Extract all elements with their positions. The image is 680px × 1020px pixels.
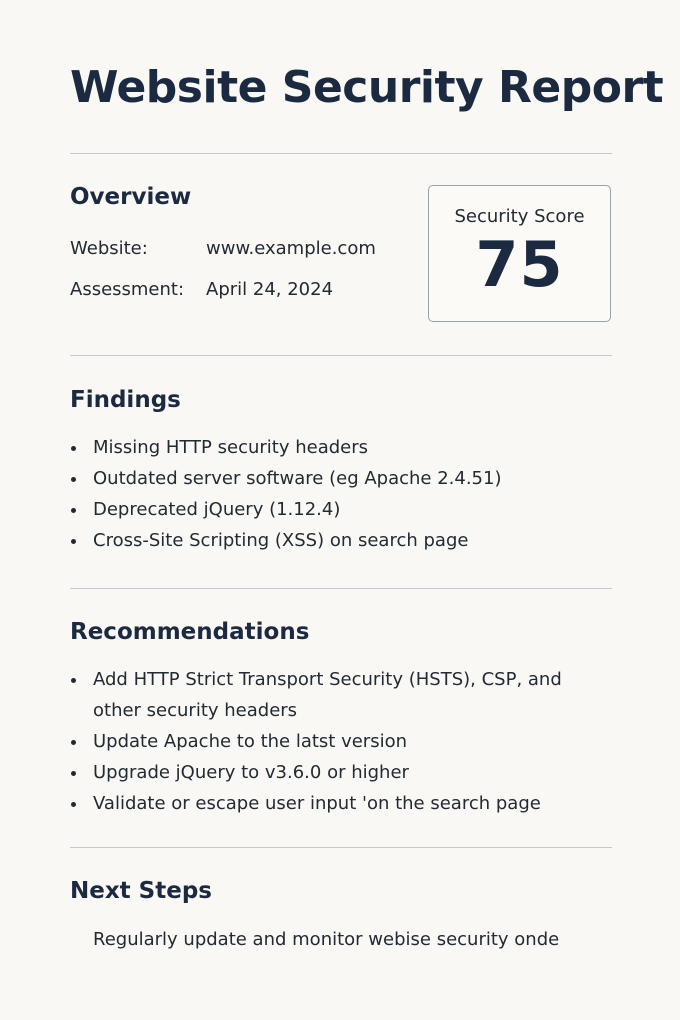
recommendations-list bbox=[70, 664, 600, 819]
assessment-value: April 24, 2024 bbox=[206, 279, 334, 300]
section-divider bbox=[70, 847, 612, 848]
recommendation-item: Validate or escape user input 'on the search page bbox=[70, 788, 600, 819]
website-value: www.example.com bbox=[206, 238, 376, 259]
recommendations-heading: Recommendations bbox=[70, 619, 310, 645]
finding-item: Deprecated jQuery (1.12.4) bbox=[70, 494, 600, 525]
next-steps-text: Regularly update and monitor webise security onde bbox=[93, 929, 560, 950]
security-score-value: 75 bbox=[475, 228, 564, 301]
page-title: Website Security Report bbox=[70, 62, 664, 113]
website-label: Website: bbox=[70, 238, 148, 259]
assessment-row bbox=[70, 279, 333, 301]
assessment-label: Assessment: bbox=[70, 279, 185, 300]
finding-item: Missing HTTP security headers bbox=[70, 432, 600, 463]
recommendation-item: Add HTTP Strict Transport Security (HSTS), CSP, and other security headers bbox=[70, 664, 600, 726]
findings-heading: Findings bbox=[70, 387, 181, 413]
recommendation-item: Upgrade jQuery to v3.6.0 or higher bbox=[70, 757, 600, 788]
overview-heading: Overview bbox=[70, 184, 192, 210]
security-score-label: Security Score bbox=[454, 206, 585, 227]
website-row bbox=[70, 238, 376, 260]
section-divider bbox=[70, 153, 612, 154]
section-divider bbox=[70, 588, 612, 589]
findings-list bbox=[70, 432, 600, 556]
recommendation-item: Update Apache to the latst version bbox=[70, 726, 600, 757]
security-score-card bbox=[428, 185, 611, 322]
finding-item: Cross-Site Scripting (XSS) on search page bbox=[70, 525, 600, 556]
section-divider bbox=[70, 355, 612, 356]
next-steps-heading: Next Steps bbox=[70, 878, 212, 904]
finding-item: Outdated server software (eg Apache 2.4.51) bbox=[70, 463, 600, 494]
